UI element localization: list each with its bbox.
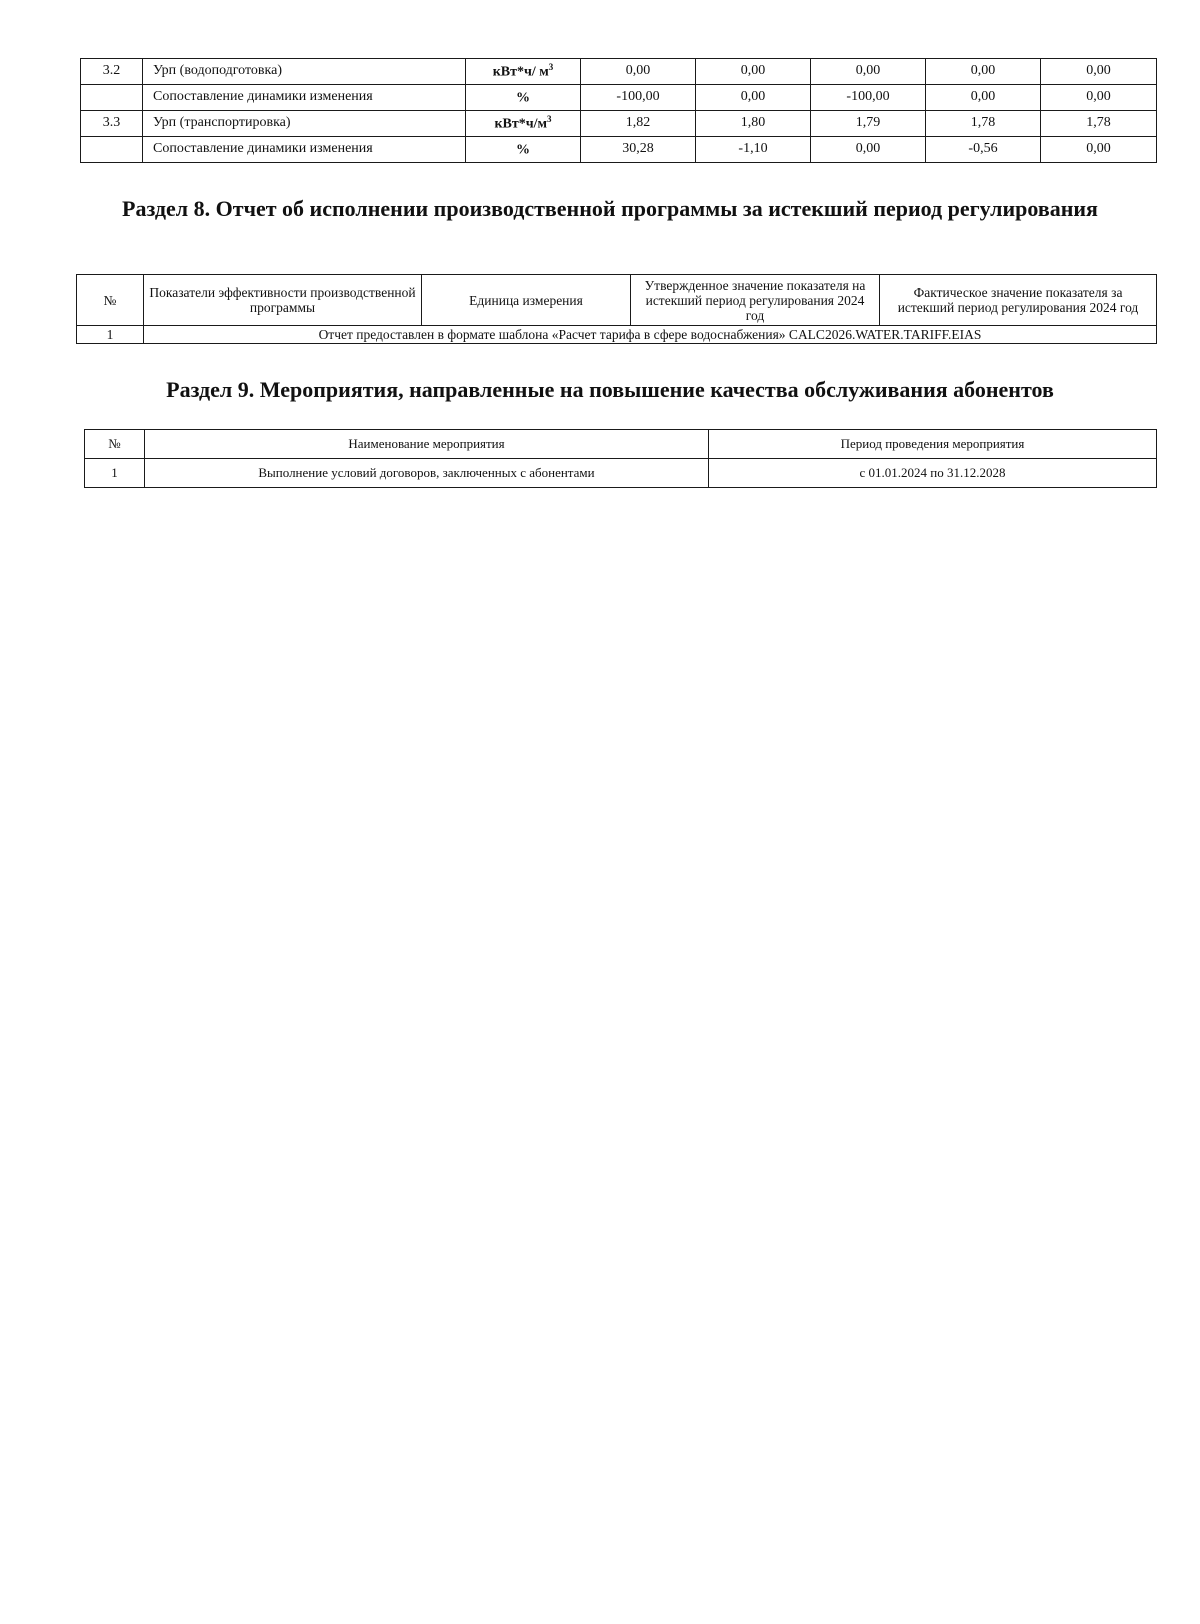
value-4 (926, 137, 1041, 163)
value-3 (811, 111, 926, 137)
table-row (81, 85, 1157, 111)
header-actual-value: Фактическое значение показателя за истекший период регулирования 2024 год (880, 275, 1157, 326)
value-1-text: 0,00 (625, 63, 651, 79)
value-4-text: 0,00 (970, 89, 996, 105)
unit-superscript: 3 (548, 61, 554, 72)
table-header-row (85, 430, 1157, 459)
header-num: № (77, 275, 144, 326)
indicator-name (143, 59, 466, 85)
unit-superscript: 3 (547, 113, 552, 124)
row-num (81, 137, 143, 163)
unit-text: кВт*ч/м (494, 116, 548, 132)
value-4 (926, 85, 1041, 111)
value-3 (811, 59, 926, 85)
row-num-text: 3.2 (102, 63, 121, 79)
indicator-name-text: Сопоставление динамики изменения (153, 141, 373, 157)
value-1 (581, 137, 696, 163)
unit-text: кВт*ч/ м (492, 64, 549, 80)
value-4-text: -0,56 (968, 141, 998, 157)
header-event-period: Период проведения мероприятия (709, 430, 1157, 459)
row-num-text: 3.3 (102, 115, 121, 131)
row-num (81, 85, 143, 111)
table-header-row (77, 275, 1157, 326)
value-2 (696, 137, 811, 163)
value-4-text: 0,00 (970, 63, 996, 79)
header-approved-value: Утвержденное значение показателя на истекший период регулирования 2024 год (631, 275, 880, 326)
unit (466, 111, 581, 137)
header-unit: Единица измерения (422, 275, 631, 326)
section-9-title: Раздел 9. Мероприятия, направленные на повышение качества обслуживания абонентов (166, 377, 1054, 402)
value-3 (811, 137, 926, 163)
value-3-text: -100,00 (846, 89, 890, 105)
value-2 (696, 59, 811, 85)
event-period: с 01.01.2024 по 31.12.2028 (709, 459, 1157, 488)
value-5-text: 0,00 (1086, 63, 1111, 79)
value-5 (1041, 111, 1157, 137)
value-1-text: 1,82 (625, 115, 651, 131)
value-2-text: -1,10 (738, 141, 768, 157)
value-5-text: 0,00 (1086, 141, 1111, 157)
row-num (81, 59, 143, 85)
row-num (81, 111, 143, 137)
indicator-name (143, 111, 466, 137)
indicator-name-text: Сопоставление динамики изменения (153, 89, 373, 105)
value-3 (811, 85, 926, 111)
unit-text: % (516, 90, 530, 106)
indicator-name-text: Урп (транспортировка) (153, 115, 291, 131)
value-1-text: -100,00 (616, 89, 660, 105)
value-1 (581, 111, 696, 137)
value-5-text: 1,78 (1086, 115, 1111, 131)
value-2-text: 1,80 (740, 115, 766, 131)
unit (466, 137, 581, 163)
value-3-text: 1,79 (855, 115, 881, 131)
value-2-text: 0,00 (740, 63, 766, 79)
table-row (81, 137, 1157, 163)
header-num: № (85, 430, 145, 459)
indicator-name-text: Урп (водоподготовка) (153, 63, 283, 79)
table-row (77, 326, 1157, 344)
table-row (85, 459, 1157, 488)
indicators-table (80, 58, 1157, 163)
value-4 (926, 59, 1041, 85)
table-row (81, 111, 1157, 137)
row-num: 1 (85, 459, 145, 488)
section-8-table (76, 274, 1157, 344)
header-event-name: Наименование мероприятия (145, 430, 709, 459)
unit (466, 59, 581, 85)
value-3-text: 0,00 (855, 63, 881, 79)
value-5 (1041, 85, 1157, 111)
value-2 (696, 85, 811, 111)
value-4 (926, 111, 1041, 137)
indicator-name (143, 85, 466, 111)
value-1-text: 30,28 (622, 141, 654, 157)
table-row (81, 59, 1157, 85)
value-3-text: 0,00 (855, 141, 881, 157)
report-note: Отчет предоставлен в формате шаблона «Расчет тарифа в сфере водоснабжения» CALC2026.WATER.TARIFF.EIAS (144, 326, 1157, 344)
header-indicators: Показатели эффективности производственной программы (144, 275, 422, 326)
value-5-text: 0,00 (1086, 89, 1111, 105)
value-4-text: 1,78 (970, 115, 996, 131)
unit-text: % (516, 142, 530, 158)
section-8-title: Раздел 8. Отчет об исполнении производственной программы за истекший период регулирования (122, 196, 1098, 221)
value-1 (581, 59, 696, 85)
event-name: Выполнение условий договоров, заключенных с абонентами (145, 459, 709, 488)
value-2 (696, 111, 811, 137)
value-5 (1041, 59, 1157, 85)
row-num: 1 (77, 326, 144, 344)
unit (466, 85, 581, 111)
value-5 (1041, 137, 1157, 163)
value-1 (581, 85, 696, 111)
indicators-table-body (81, 59, 1157, 163)
value-2-text: 0,00 (740, 89, 766, 105)
indicator-name (143, 137, 466, 163)
section-9-table (84, 429, 1157, 488)
